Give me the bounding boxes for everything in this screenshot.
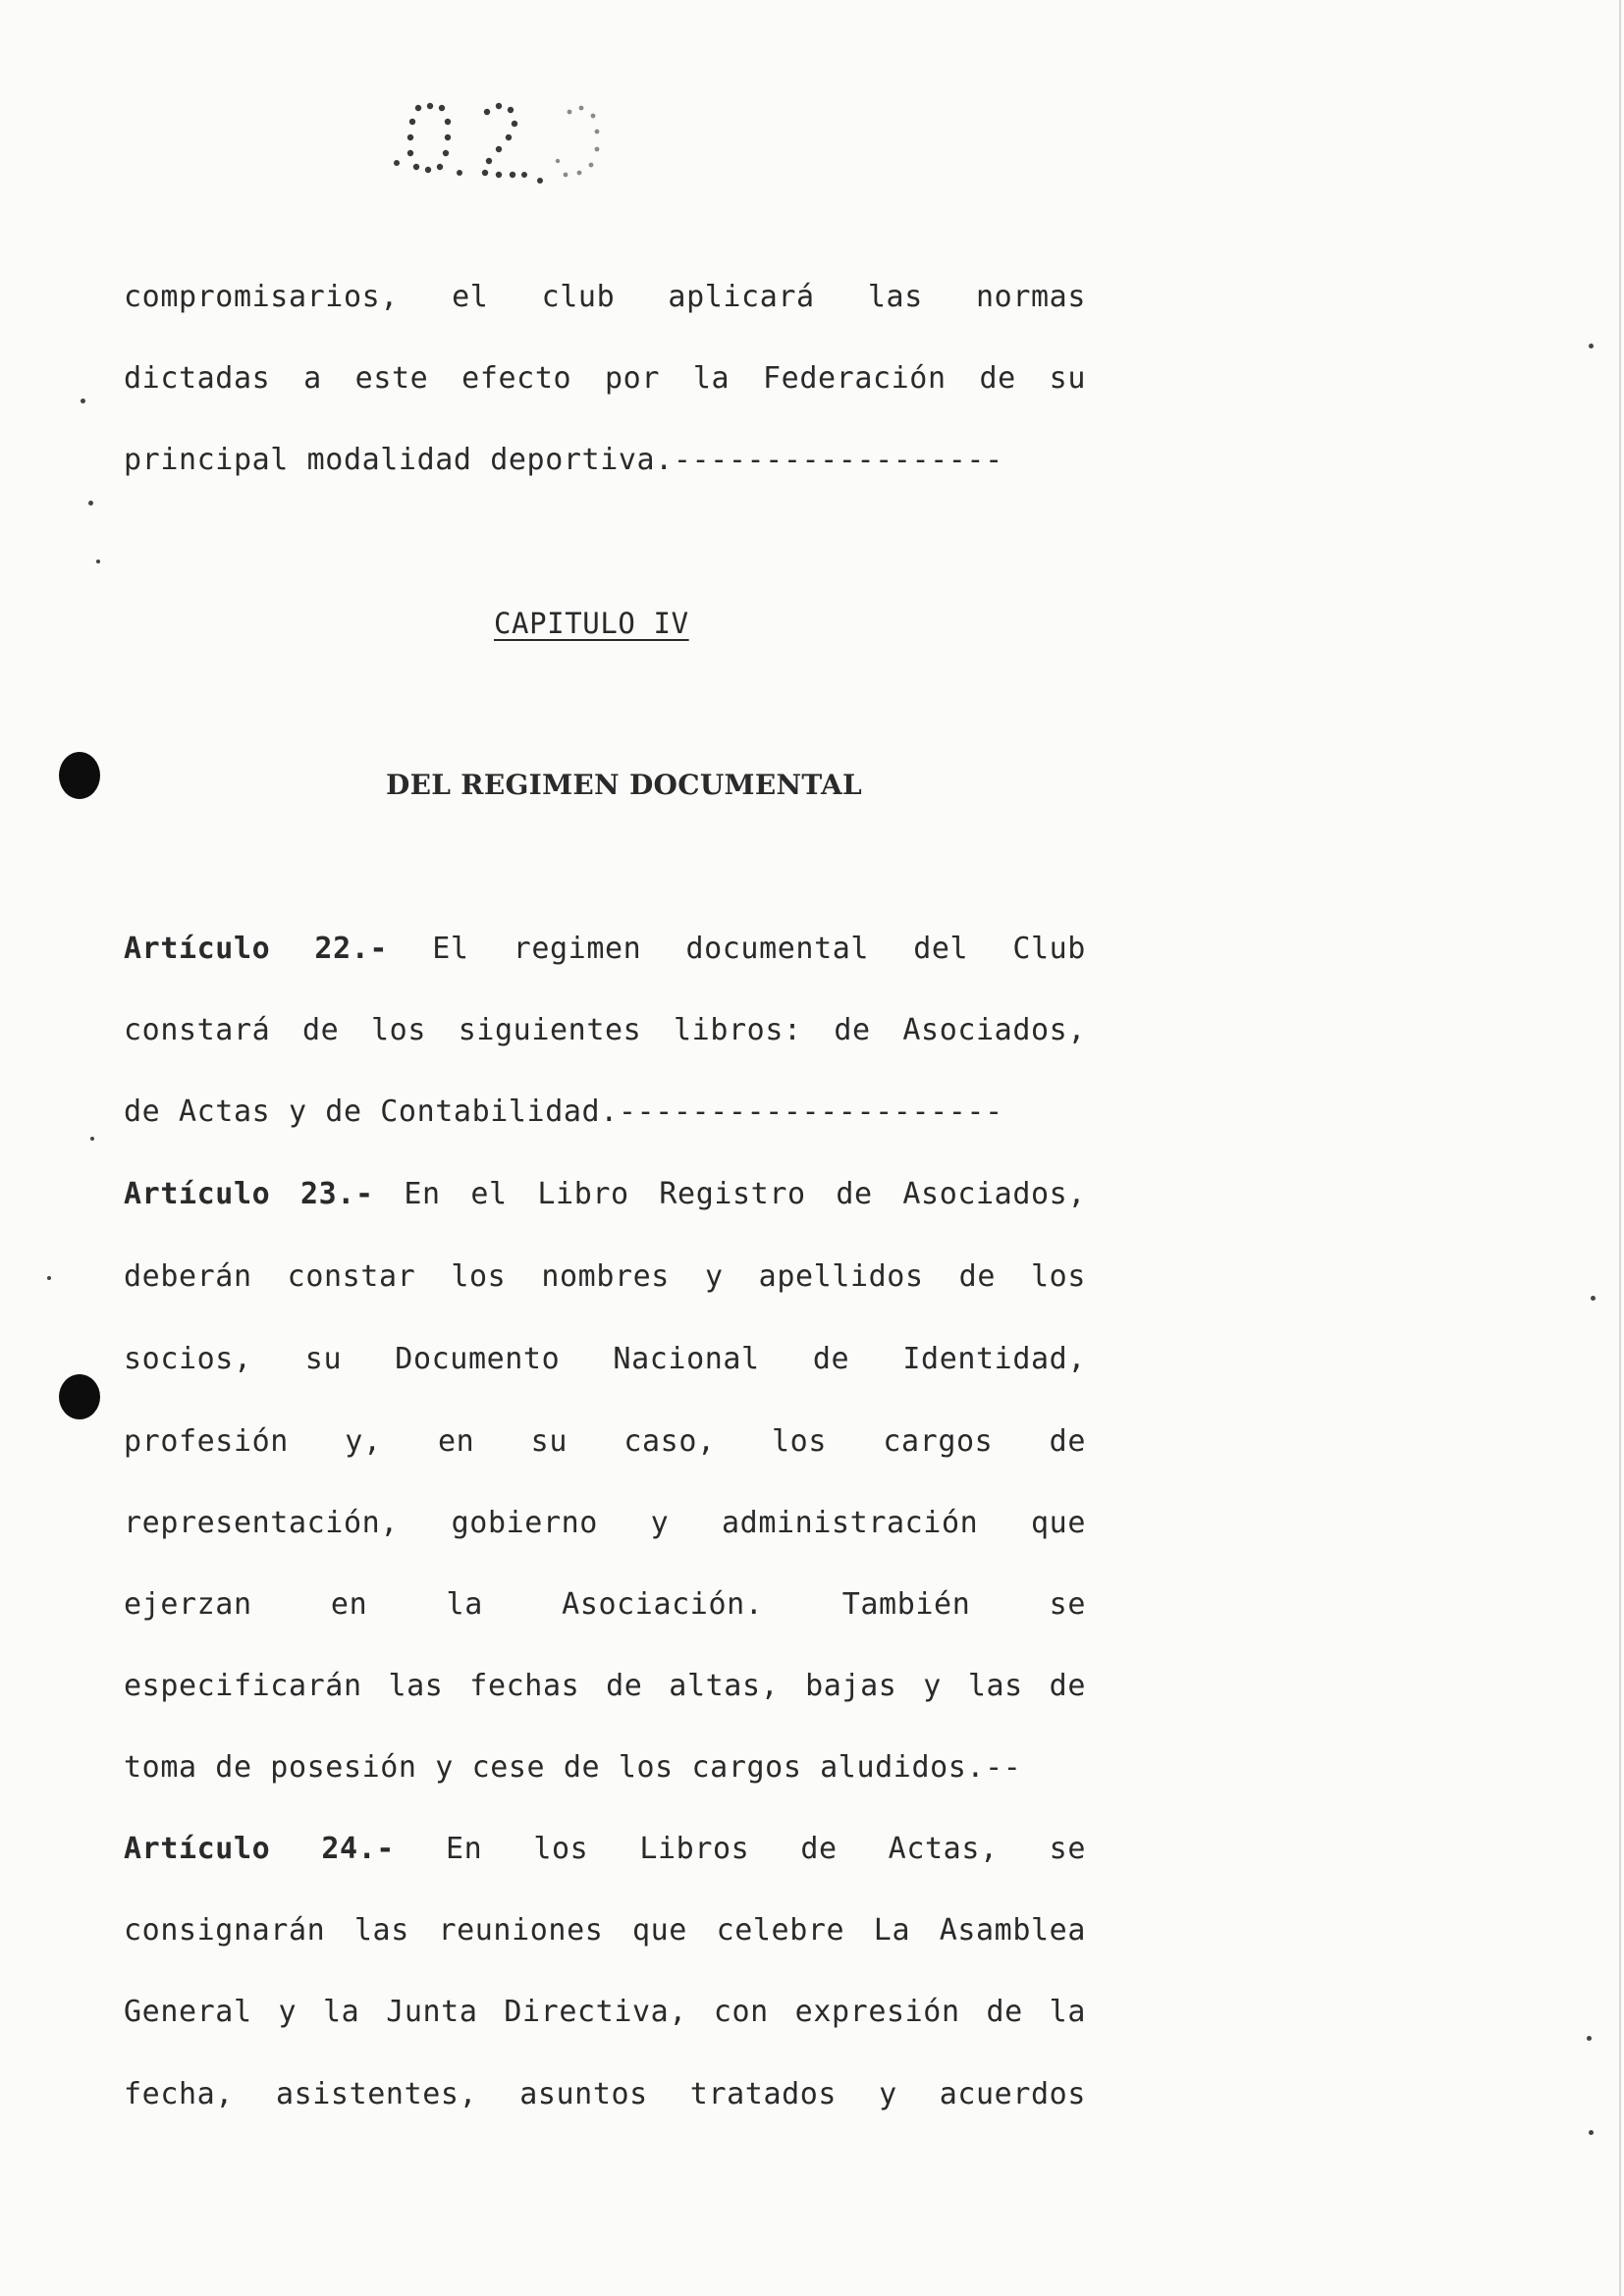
body-text-line: representación, gobierno y administración que bbox=[124, 1506, 1086, 1540]
body-text-line: especificarán las fechas de altas, bajas y las de bbox=[124, 1669, 1086, 1703]
body-text-line: profesión y, en su caso, los cargos de bbox=[124, 1424, 1086, 1459]
paper-speck bbox=[88, 501, 93, 506]
body-text-line: de Actas y de Contabilidad.--------------------- bbox=[124, 1095, 1003, 1129]
article-text: En los Libros de Actas, se bbox=[446, 1832, 1086, 1866]
body-text-line: ejerzan en la Asociación. También se bbox=[124, 1587, 1086, 1622]
page-edge bbox=[1619, 0, 1621, 2296]
paper-speck bbox=[96, 560, 100, 563]
paper-speck bbox=[1591, 1296, 1596, 1301]
paper-speck bbox=[1589, 2130, 1594, 2135]
body-text-line: deberán constar los nombres y apellidos de los bbox=[124, 1259, 1086, 1294]
article-23-line bbox=[124, 1177, 1086, 1212]
article-22-line bbox=[124, 932, 1086, 967]
body-text-line: toma de posesión y cese de los cargos aludidos.-- bbox=[124, 1750, 1022, 1785]
body-text-line: principal modalidad deportiva.------------------ bbox=[124, 443, 1003, 477]
binder-punch-hole bbox=[59, 752, 100, 799]
body-text-line: General y la Junta Directiva, con expresión de la bbox=[124, 1995, 1086, 2029]
article-label: Artículo 22.- bbox=[124, 932, 389, 966]
paper-speck bbox=[1587, 2036, 1592, 2041]
chapter-title: CAPITULO IV bbox=[494, 607, 689, 640]
body-text-line: fecha, asistentes, asuntos tratados y acuerdos bbox=[124, 2077, 1086, 2111]
article-24-line bbox=[124, 1832, 1086, 1867]
article-label: Artículo 23.- bbox=[124, 1177, 374, 1211]
article-label: Artículo 24.- bbox=[124, 1832, 395, 1866]
body-text-line: socios, su Documento Nacional de Identidad, bbox=[124, 1342, 1086, 1376]
binder-punch-hole bbox=[59, 1374, 100, 1419]
perforated-page-number-stamp bbox=[391, 98, 626, 187]
paper-speck bbox=[47, 1276, 51, 1280]
body-text-line: dictadas a este efecto por la Federación de su bbox=[124, 361, 1086, 396]
chapter-subtitle: DEL REGIMEN DOCUMENTAL bbox=[386, 769, 862, 801]
paper-speck bbox=[81, 399, 85, 403]
body-text-line: constará de los siguientes libros: de Asociados, bbox=[124, 1013, 1086, 1047]
paper-speck bbox=[90, 1137, 94, 1141]
body-text-line: compromisarios, el club aplicará las normas bbox=[124, 280, 1086, 314]
body-text-line: consignarán las reuniones que celebre La Asamblea bbox=[124, 1913, 1086, 1948]
article-text: En el Libro Registro de Asociados, bbox=[404, 1177, 1086, 1211]
article-text: El regimen documental del Club bbox=[432, 932, 1086, 966]
paper-speck bbox=[1589, 344, 1594, 348]
